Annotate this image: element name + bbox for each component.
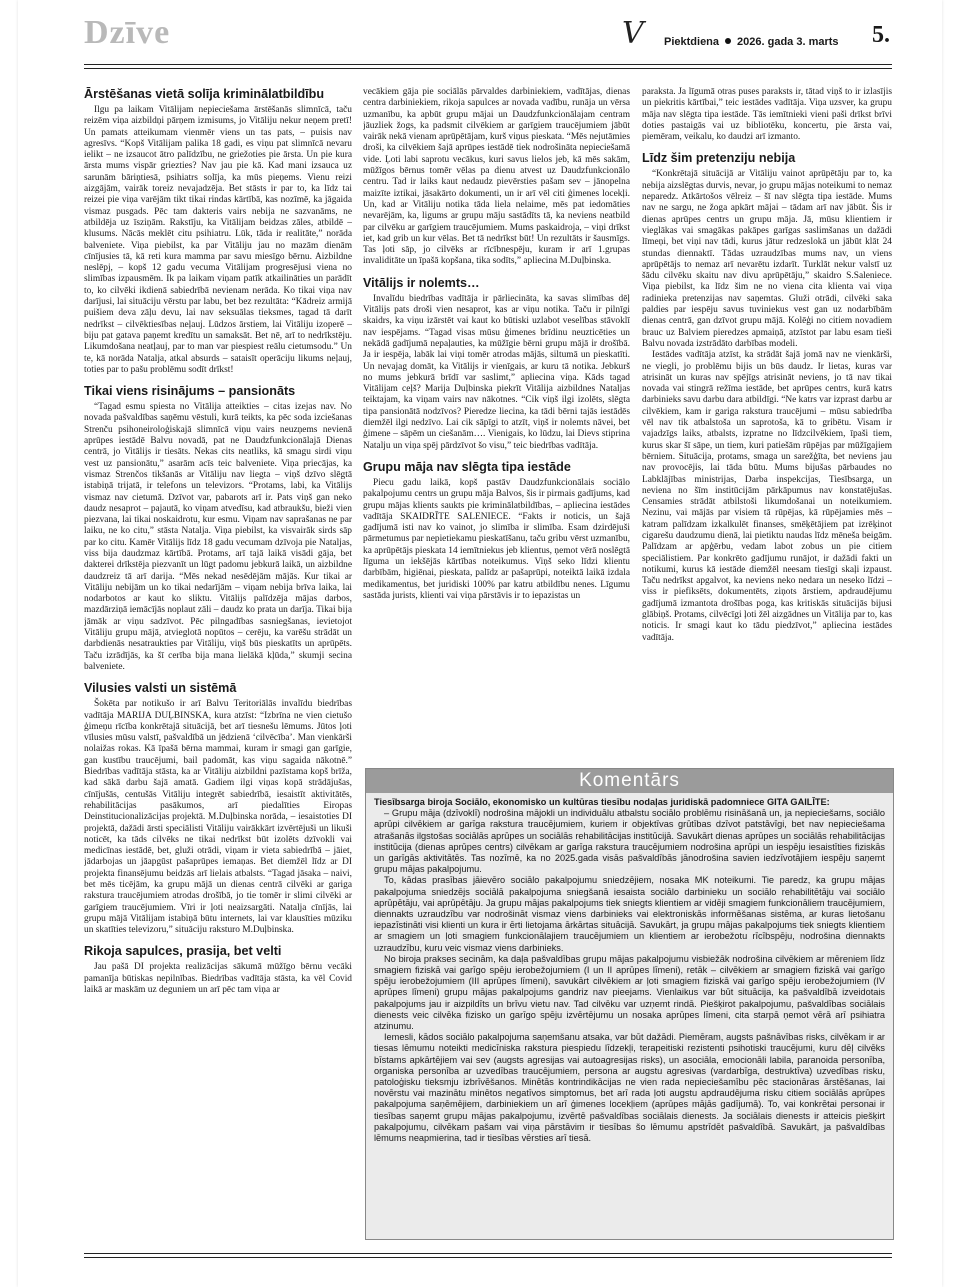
issue-date [664,36,839,48]
subheading: Grupu māja nav slēgta tipa iestāde [363,459,571,474]
date: 2026. gada 3. marts [737,36,839,48]
paragraph: Invalīdu biedrības vadītāja ir pārliecināta, ka savas slimības dēļ Vitālijs pats droši vien nesaprot, kas ar viņu notika. Taču ir pilnīgi skaidrs, ka viņu izārstēt vai kaut ko būtiski uzlabot veselības stāvoklī nav iespējams. “Tagad visas mūsu ģimenes brīdinu neuzticēties un nekādā gadījumā nepaļauties, ka mūžīgie bērni grupu mājā ir drošībā. Ja ir iespēja, labāk lai viņi tomēr atrodas mājās, siltumā un pieskatīti. Un nevajag domāt, ka Vitālijs ir vienīgais, ar kuru tā notika. Jebkurš no mums jebkurā brīdī var saslimt,” apliecina viņa. Kāds tagad Vitālijam ceļš? Marija Duļbinska piekrīt Vitālija aizbildnes Nataljas teiktajam, ka viņam vairs nav nākotnes. “Cik viņš ilgi izolēts, slēgta tipa pansionātā nodzīvos? Pieredze liecina, ka tādi bērni tajās iestādēs diemžēl ilgi nedzīvo. Lai cik sāpīgi to atzīt, viņš ir nolemts nāvei, bet ģimene – sāpēm un ciešanām…. Vienigais, ko lūdzu, lai Dievs stiprina Natalju un viņa spēj pārdzīvot šo visu,” teic biedrības vadītāja. [363,293,630,451]
column-3 [642,87,892,761]
paragraph: “Konkrētajā situācijā ar Vitāliju vainot aprūpētāju par to, ka nebija aizslēgtas durvis, nevar, jo grupu mājas noteikumi to nemaz neparedz. Atkārtošos vēlreiz – šī nav slēgta tipa iestāde. Mums nav ne sargu, ne žoga apkārt mājai – tādam arī nav jābūt. Šis ir dienas aprūpes centrs un grupu māja. Jā, mūsu klientiem ir vieglākas vai smagākas pakāpes garīgas saslimšanas un dažādi līmeņi, bet viņi nav tādi, kurus jātur redzeslokā un jābūt klāt 24 stundas diennaktī. Tādas uzraudzības mums nav, un viens aprūpētājs to nemaz arī nevarētu izdarīt. Turklāt nekur valstī uz šādu cilvēku skaitu nav divu aprūpētāju,” skaidro S.Saleniece. Viņa piebilst, ka līdz šim ne no viena cita klienta vai viņa radinieka pretenzijas nav saņemtas. Gluži otrādi, cilvēki saka paldies par iespēju savus tuviniekus vest gan uz nodarbībām dienas centrā, gan dzīvot grupu mājā. Kolēģi no citiem novadiem brauc uz Balviem pieredzes apmaiņā, atzīstot par labu esam tieši Balvu novada izstrādāto darbības modeli. [642,169,892,349]
paragraph: Ilgu pa laikam Vitālijam nepieciešama ārstēšanās slimnīcā, taču reizēm viņa aizbildņi pārņem izmisums, jo Vitāliju nekur neņem pretī! Un pamats atteikumam vienmēr viens un tas pats, – puisis nav agresīvs. “Kopš Vitālijam palika 18 gadi, es viņu pat slimnīcā nevaru ielikt – ne izsaucot ātro palīdzību, ne griežoties pie ārsta. Un pie kura ārsta mums vispār griezties? Nav jau pie kā. Kad mani izsauca uz sarunām bāriņtiesā, psihiatrs solīja, ka mūs pieņems. Vienu reizi aizgājām, vairāk toreiz nevajadzēja. Bet stāsts ir par to, ka līdz tai reizei pie viņa varējām tikt tikai rindas kārtībā, kas nozīmē, ka jāgaida vismaz pusgads. Pēc tam dakteris vairs nebija ne sazvanāms, ne atbildēja uz īsziņām. Rakstīju, ka Vitālijam beidzas zāles, atbildē – klusums. Nācās meklēt citu psihiatru. Lūk, tāda ir realitāte,” norāda balveniete. Viņa piebilst, ka par Vitāliju jau no mazām dienām cīnījusies tā, kā reti kura mamma par savu miesīgo bērnu. Aizbildne neslēpj, – kopš 12 gadu vecuma Vitālijam progresējusi viena no slimības izpausmēm. Ik pa laikam viņam patīk atkailināties un parādīt to, ko cilvēki ikdienā sabiedrībā nevienam nerāda. Ko tikai viņa nav darījusi, lai situāciju vērstu par labu, bet bez rezultāta: “Kādreiz armijā puišiem deva zāļu devu, lai nav seksuālas tieksmes, tagad tā darīt nedrīkst – cilvēktiesības neļauj. Lūdzos ārstiem, lai Vitāliju izoperē – biju pat gatava paņemt kredītu un samaksāt. Bet nē, arī to nedrīkstēju. Likumdošana neatļauj, par to man var piespiest reālu cietumsodu.” Un te, kā norāda Natalja, atkal absurds – sataisīt operāciju likums neļauj, toties par to pašu problēmu sodīt drīkst! [84,105,352,375]
weekday: Piektdiena [664,36,720,48]
subheading: Vitālijs ir nolemts… [363,275,480,290]
paragraph: Iestādes vadītāja atzīst, ka strādāt šajā jomā nav ne vienkārši, ne viegli, jo problēmu bijis un būs daudz. Ir lietas, kuras var atrisināt un kuras nav spējīgs atrisināt neviens, jo tā nav tikai novada vai stingrā režīma iestāde, bet aprūpes centrs, kurā katrs darbinieks savu darbu dara atbildīgi. “Ne katrs var izprast darbu ar cilvēkiem, kam ir gariga rakstura traucējumi – mūsu sabiedrība vēl nav tik atbalstoša un saprotoša, kā to gribētu. Visam ir vajadzīgs laiks, atbalsts, izpratne no līdzcilvēkiem, īpaši tiem, kurus skar šī sāpe, un tiem, kuri patiešām rūpējas par mūžīgajiem bērniem. Situācija, protams, smaga un sarežģīta, bet neviens jau nav provocējis, lai tāda būtu. Mums bijušas pārbaudes no Labklājības ministrijas, Darba inspekcijas, Tiesībsarga, un neviena no šīm institūcijām pārkāpumus nav konstatējušas. Censamies strādāt atbilstoši likumdošanai un noteikumiem. Nezinu, vai mājās par visiem tā rūpējas, kā rūpējamies mēs – katram palīdzam izkalkulēt finanses, smēķētājiem pat izrēķinot cigarešu daudzumu dienā, lai pietiktu naudas līdz mēneša beigām. Palīdzam ar apģērbu, vedam labot zobus un pie citiem speciālistiem. Par konkrēto gadījumu runājot, ir dažādi fakti un notikumi, kurus kā iestāde diemžēl neesam tiesīgi skaļi izpaust. Taču nedrīkst apgalvot, ka neviens neko nedara un neseko līdzi – viss ir piefiksēts, dokumentēts, ziņots ārstiem, apdraudējumu gadījumā izmantota drošības poga, kas kritiskās situācijās bijusi glābiņš. Protams, cilvēcīgi ļoti žēl aizgādnes un Vitālija par to, kas noticis. Ir smagi kaut ko tādu piedzīvot,” apliecina iestādes vadītāja. [642,350,892,643]
comment-title: Komentārs [366,769,893,793]
section-name: Dzīve [84,14,171,51]
column-2 [363,87,630,761]
footer-rule [84,1253,892,1254]
newspaper-logo: V [622,16,644,51]
column-1 [84,87,352,1245]
paragraph: To, kādas prasības jāievēro sociālo pakalpojumu sniedzējiem, nosaka MK noteikumi. Tie paredz, ka grupu mājas pakalpojuma sniedzējs sociālā pakalpojuma sniegšanā iesaista sociālo darbinieku un sociālo rehabilitētāju vai sociālo aprūpētāju, vai aprūpētāju. Ja grupu mājas pakalpojums tiek sniegts klientiem ar vidēji smagiem funkcionāliem traucējumiem, diennakts uzraudzību var nodrošināt vismaz viens darbinieks vai elektroniskās informēšanas sistēma, ar kuras lietošanu iepazīstināti visi klienti un kura ir ērti lietojama ārkārtas situācijā. Savukārt, ja grupu mājas pakalpojums tiek sniegts klientiem ar smagiem un ļoti smagiem funkcionālajiem traucējumiem un klientiem ar ierobežotu rīcībspēju, nodrošina diennakts uzraudzību, kuru veic vismaz viens darbinieks. [374,875,885,953]
subheading: Vilusies valsti un sistēmā [84,681,237,696]
comment-box [365,768,894,1240]
paragraph: paraksta. Ja līgumā otras puses paraksts ir, tātad viņš to ir izlasījis un piekritis kārtībai,” teic iestādes vadītāja. Viņa uzsver, ka grupu māja nav slēgta tipa iestāde. Tās iemītnieki vieni paši drīkst brīvi doties pastaigās vai uz bibliotēku, koncertu, pie ārsta vai, piemēram, veikalu, ko daudzi arī izmanto. [642,87,892,143]
subheading: Rikoja sapulces, prasija, bet velti [84,944,282,959]
paragraph: vecākiem gāja pie sociālās pārvaldes darbiniekiem, vadītājas, dienas centra darbiniekiem, rikoja sapulces ar novada vadību, runāja un vērsa uzmanību, ka apbūt grupu mājai un Daudzfunkcionālajam centram jāuzliek žogs, ka padsmit cilvēkiem ar garīgiem traucējumiem jābūt vairāk nekā vienam aprūpētājam, kurš viņus pieskata. “Mēs nejutāmies droši, ka cilvēkiem šajā aprūpes iestādē tiek nodrošināta nepieciešamā vide. Ļoti labi saprotu vecākus, kuri savus lielos jeb, kā mēs sakām, mūžīgos bērnus tomēr vēlas pa dienu atvest uz Daudzfunkcionālo centru. Tad ir laiks kaut nedaudz pievērsties pašam sev – jānopelna maizīte iztikai, jāsakārto dokumenti, un ir arī vēl citi ģimenes locekļi. Un, kad ar Vitāliju notika tāda liela nelaime, mēs pat iedomāties nevarējām, ka, ligums ar grupu māju sastādīts tā, ka neviens neatbild par cilvēku ar garīgiem traucējumiem. Mums paskaidroja, – viņi drīkst iet, kad grib un kur vēlas. Bet tā nedrīkst būt! Un rezultāts ir šausmīgs. Tas ļoti sāp, jo cilvēks ar rīcībnespēju, kuram ir arī 1.grupas invaliditāte un īpašā kopšana, tika sodīts,” apliecina M.Duļbinska. [363,87,630,267]
page-number: 5. [872,22,890,48]
paragraph: – Grupu māja (dzīvoklī) nodrošina mājokli un individuālu atbalstu sociālo problēmu risināšanā un, ja nepieciešams, sociālo aprūpi cilvēkiem ar garīga rakstura traucējumiem, kuriem ir objektīvas grūtības dzīvot patstāvīgi, bet nav nepieciešama atrašanās ilgstošas sociālās aprūpes un sociālās rehabilitācijas institūcijā. Savukārt dienas aprūpes un sociālās rehabilitācijas institūcija (dienas aprūpes centrs) cilvēkam ar garīga rakstura traucējumiem nodrošina aprūpi un iespēju iesaistīties fiziskās un garīgās aktivitātēs. Tas nozīmē, ka no 2025.gada visās pašvaldībās jānodrošina savien iedzīvotājiem iespēju saņemt grupu mājas pakalpojumu. [374,808,885,875]
paragraph: No biroja prakses secinām, ka daļa pašvaldības grupu mājas pakalpojumu visbiežāk nodrošina cilvēkiem ar mēreniem līdz smagiem fiziskā vai garīgo spēju ierobežojumiem (I un II aprūpes līmeni), retāk – cilvēkiem ar smagiem fiziskā vai garīgo spēju ierobežojumiem (III aprūpes līmeni), savukārt cilvēkiem ar ļoti smagiem fiziskā vai garīgo spēju ierobežojumiem (IV aprūpes līmeni) grupu mājas pakalpojums gandriz nav pieejams. Vienlaikus var būt situācija, ka pašvaldībā izveidotais pakalpojums jau ir aizpildīts un brīvu vietu nav. Tad cilvēku var uzņemt rindā. Piešķirot pakalpojumu, pašvaldības sociālais dienests veic cilvēka fizisko un garīgo spēju izvērtējumu un nosaka aprūpes līmeni, cita starpā ņemot vērā arī psihiatra atzinumu. [374,953,885,1032]
subheading: Līdz šim pretenziju nebija [642,151,796,166]
comment-body [366,793,893,1144]
header-rule [84,64,892,65]
comment-author: Tiesībsarga biroja Sociālo, ekonomisko un kultūras tiesību nodaļas juridiskā padomniece GITA GAILĪTE: [374,797,830,807]
paragraph: “Tagad esmu spiesta no Vitālija atteikties – citas izejas nav. No novada pašvaldības saņēmu vēstuli, kurā teikts, ka pēc soda izciešanas Strenču psihoneiroloģiskajā slimnīcā viņu vairs neuzņems nevienā aprūpes iestādē Balvu novadā, pat ne Daudzfunkcionālajā Dienas centrā, jo Vitālijs ir tiesāts. Nekas cits neatliks, kā smagu sirdi viņu vest uz pansionātu,” asarām acīs teic balveniete. Viņa priecājas, ka vismaz Strenčos tikšanās ar Vitāliju nav liegta – viņš dzīvo slēgtā istabiņā trijatā, ir telefons un televizors. “Protams, labi, ka Vitālijs vismaz nav cietumā. Dzīvot var, pabarots arī ir. Pats viņš gan neko daudz nesaprot – pajautā, ko viņam atvedīsu, kad atbraukšu, bieži vien piezvana, lai tikai noskaidrotu, kur esmu. Viņam nav saprašanas ne par laiku, ne ko citu,” stāsta Natalja. Viņa piebilst, ka visvairāk sirds sāp par ko citu. Kamēr Vitālijs līdz 18 gadu vecumam dzīvoja pie Nataljas, viss bija daudzmaz kārtībā. Protams, arī tajā laikā visādi gāja, bet dakterei drīkstēja piezvanīt un lūgt padomu jebkurā laikā, un aizbildne daudzreiz tā arī darija. “Mēs nekad nesēdējām mājās. Kur tikai ar Vitāliju nebijām un ko tikai nedarījām – viņam nebija brīva laika, lai nodarbotos ar kaut ko sliktu. Vitālijs palīdzēja mājas darbos, mazdārziņā iemācījās noplaut zāli – daudz ko prata un darīja. Tikai bija jāmāk ar viņu sadzīvot. Pēc pilngadības sasniegšanas, ievietojot Vitāliju grupu mājā, atvieglotā nopūtos – cerēju, ka varēšu strādāt un darbdienās nesatraukties par Vitāliju, viņš būs pieskatīts un aprūpēts. Taču izrādījās, ka šī cerība bija mana lielākā kļūda,” skumji secina balveniete. [84,402,352,672]
paragraph: Jau pašā DI projekta realizācijas sākumā mūžīgo bērnu vecāki pamanīja būtiskas nepilnības. Biedrības vadītāja stāsta, ka vēl Covid laikā ar maskām uz deguniem un arī pēc tam viņa ar [84,962,352,996]
page-header [84,14,892,56]
bullet-dot-icon [725,38,731,44]
footer-rule-thin [84,1257,892,1258]
subheading: Ārstēšanas vietā solīja kriminālatbildību [84,87,325,101]
paragraph: Piecu gadu laikā, kopš pastāv Daudzfunkcionālais sociālo pakalpojumu centrs un grupu māja Balvos, šis ir pirmais gadījums, kad grupu mājas klients saukts pie kriminālatbildības, – apliecina iestādes vadītāja SKAIDRĪTE SALENIECE. “Fakts ir noticis, un šajā gadījumā isti nav ko vainot, jo slimība ir slimība. Esam dzirdējuši pārmetumus par nepietiekamu pieskatīšanu, taču gribu vērst uzmanību, ka aprūpētājs pieskata 14 iemītniekus jeb klientus, ņemot vērā noslēgtā līguma un iekšējās kārtības noteikumus. Viņš seko līdzi klientu darbībām, higiēnai, pieskata, palīdz ar pašaprūpi, noteiktā laikā izdala medikamentus, bet juridiski 100% par katru atbildību nenes. Līgumu sastāda jurists, klienti vai viņa pārstāvis ir to iepazistas un [363,477,630,601]
paragraph: Iemesli, kādos sociālo pakalpojuma saņemšanu atsaka, var būt dažādi. Piemēram, augsts pašnāvības risks, cilvēkam ir ar tiesas lēmumu noteikti medicīniska rakstura piespiedu līdzekļi, terapeitiski rezistenti psihotiski traucējumi, kuru dēļ cilvēks bīstams apkārtējiem vai sev (augsts agresijas vai autoagresijas risks), un asociāla, emocionāli labila, paranoida personība, organiska personība ar uzvedības traucējumiem, persona ar augstu agresivas (vardarbīga, destruktīva) uzvedības risku, patoloģisku tieksmju izbrīvēšanos. Minētās kontrindikācijas ne vien rada nepieciešamību pēc stacionāras ārstēšanas, lai novērstu vai mazinātu minētos negatīvos simptomus, bet arī rada ļoti augstu apdraudējuma risku citiem sociālās aprūpes pakalpojuma saņēmējiem, darbiniekiem un arī ģimenes locekļiem (aprūpes mājās gadījumā). To, vai konkrētai personai ir tiesības saņemt grupu mājas pakalpojumu, izvērtē pašvaldības sociālais dienests. Ja sociālais dienests ir atteicis piešķirt pakalpojumu, cilvēkam pašam vai viņa pārstāvim ir tiesības šo lēmumu apstrīdēt pašvaldībā. Savukārt, ja pašvaldības lēmums neapmierina, tad ir tiesības vērsties arī tiesā. [374,1032,885,1144]
header-rule-thin [84,68,892,69]
subheading: Tikai viens risinājums – pansionāts [84,384,296,399]
paragraph: Šokēta par notikušo ir arī Balvu Teritoriālās invalīdu biedrības vadītāja MARIJA DUĻBINSKA, kura atzīst: “Izbrīna ne vien cietušo ģimeņu rīcība konkrētajā situācijā, bet arī tiesnešu lēmums. Jūtos ļoti vīlusies mūsu valstī, pašvaldībā un jēdzienā ‘cilvēcība’. Man vienkārši nolaižas rokas. Kā īpašā bērna mammai, kuram ir smagi gan garīgie, gan kustību traucējumi, bail padomāt, kas viņu sagaida nākotnē.” Biedrības vadītāja stāsta, ka ar Vitāliju aizbildni pazīstama kopš brīža, kad sākā darbu šajā amatā. Gadiem ilgi viņas kopā strādājušas, cīnījušās, centušās Vitāliju integrēt sabiedrībā, iesaistīt aktivitātēs, rehabilitācijas pasākumos, arī piedalīties Eiropas Deinstitucionalizācijas projektā. M.Duļbinska norāda, – iesaistoties DI projektā, dažādi ārsti speciālisti Vitāliju vairākkārt izvērtējuši un likuši noticēt, ka tāds cilvēks ne tikai nedrīkst būt izolēts dzīvokli vai medicīnas iestādē, bet, gluži otrādi, viņam ir vieta sabiedrībā – jāiet, jādarbojas un jāapgūst pašaprūpes iemaņas. Bet diemžēl līdz ar DI projekta finansējumu beidzās arī lielais atbalsts. “Tagad jāsaka – naivi, bet mēs ticējām, ka grupu mājā un dienas centrā cilvēki ar gariga rakstura traucējumiem atrodas drošībā, jo tie tomēr ir slimi cilvēki ar garīgiem traucējumiem. Vīri ir ļoti neaizsargāti. Natalja cīnījās, lai grupu mājā Vitālijam istabiņā būtu internets, lai var klausīties mūziku un skatīties televizoru,” situāciju raksturo M.Duļbinska. [84,699,352,936]
